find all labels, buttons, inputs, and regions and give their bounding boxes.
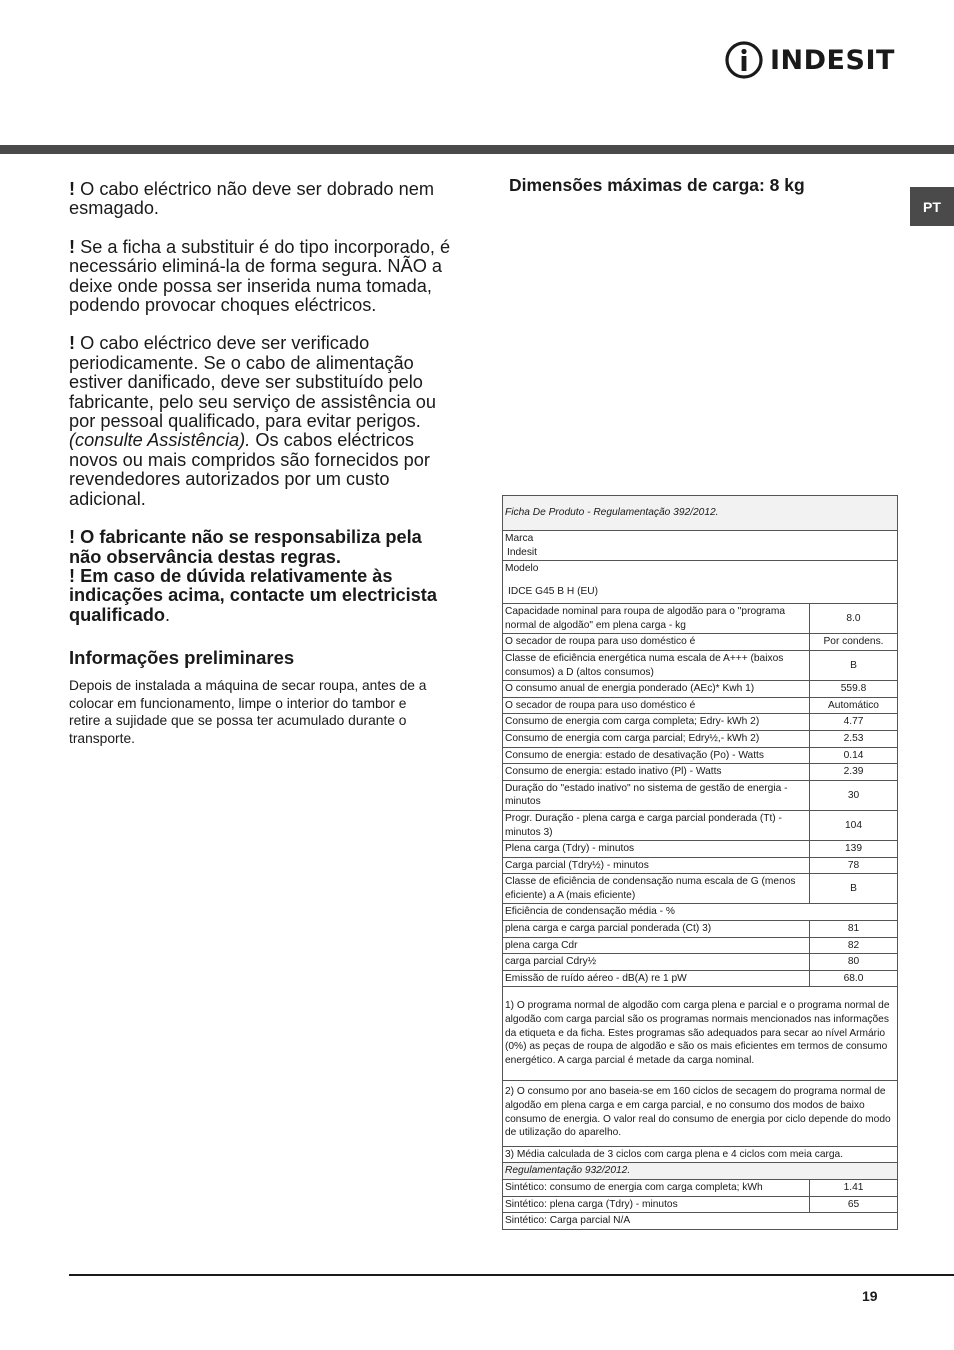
fiche-note-3: 3) Média calculada de 3 ciclos com carga plena e 4 ciclos com meia carga. [503, 1146, 898, 1163]
table-row: carga parcial Cdry½ 80 [503, 954, 898, 971]
table-row: plena carga Cdr 82 [503, 937, 898, 954]
assistance-reference: (consulte Assistência). [69, 430, 251, 451]
fiche-subheader: Regulamentação 932/2012. [503, 1163, 898, 1180]
table-row: Carga parcial (Tdry½) - minutos 78 [503, 857, 898, 874]
table-row: Emissão de ruído aéreo - dB(A) re 1 pW 68.0 [503, 970, 898, 987]
table-row: O secador de roupa para uso doméstico é Automático [503, 697, 898, 714]
section-text: Depois de instalada a máquina de secar roupa, antes de a colocar em funcionamento, limpe o interior do tambor e retire a sujidade que se possa ter acumulado durante o transporte. [69, 678, 427, 746]
table-row: Consumo de energia com carga completa; Edry- kWh 2) 4.77 [503, 714, 898, 731]
product-fiche-table [502, 495, 898, 1230]
table-row: O secador de roupa para uso doméstico é Por condens. [503, 634, 898, 651]
table-row: Plena carga (Tdry) - minutos 139 [503, 841, 898, 858]
fiche-brand-cell: Marca Indesit [503, 531, 898, 561]
table-row: Sintético: plena carga (Tdry) - minutos 65 [503, 1196, 898, 1213]
section-title: Informações preliminares [69, 647, 295, 669]
fiche-note-1: 1) O programa normal de algodão com carga plena e parcial e o programa normal de algodão com carga parcial são os programas normais mencionados nas informações da etiqueta e da ficha. Estes programas são adequados para secar ao nível Armário (0%) as peças de roupa de algodão e são os mais eficientes em termos de consumo energético. A carga parcial é metade da carga nominal. [503, 987, 898, 1081]
left-column [69, 180, 454, 748]
header-rule [0, 145, 954, 154]
table-row: Consumo de energia com carga parcial; Edry½,- kWh 2) 2.53 [503, 730, 898, 747]
table-row: Eficiência de condensação média - % [503, 904, 898, 921]
footer-rule [69, 1274, 954, 1276]
page-number: 19 [862, 1288, 878, 1304]
table-row: O consumo anual de energia ponderado (AEc)* Kwh 1) 559.8 [503, 681, 898, 698]
table-row: Classe de eficiência de condensação numa escala de G (menos eficiente) a A (mais eficiente) B [503, 874, 898, 904]
table-row: Duração do "estado inativo" no sistema de gestão de energia - minutos 30 [503, 780, 898, 810]
table-row: Classe de eficiência energética numa escala de A+++ (baixos consumos) a D (altos consumos) B [503, 650, 898, 680]
warning-2: ! Se a ficha a substituir é do tipo incorporado, é necessário eliminá-la de forma segura. NÃO a deixe onde possa ser inserida numa tomada, podendo provocar choques eléctricos. [69, 236, 451, 316]
table-row: Sintético: consumo de energia com carga completa; kWh 1.41 [503, 1179, 898, 1196]
table-row: Consumo de energia: estado inativo (Pl) - Watts 2.39 [503, 764, 898, 781]
table-row: Progr. Duração - plena carga e carga parcial ponderada (Tt) - minutos 3) 104 [503, 810, 898, 840]
fiche-header: Ficha De Produto - Regulamentação 392/2012. [503, 496, 898, 531]
bold-warning-1: ! O fabricante não se responsabiliza pela não observância destas regras. [69, 527, 422, 567]
warning-3: ! O cabo eléctrico deve ser verificado periodicamente. Se o cabo de alimentação estiver danificado, deve ser substituído pelo fabricante, pelo seu serviço de assistência ou por pessoal qualificado, para evitar perigos. (consulte Assistência). Os cabos eléctricos novos ou mais compridos são fornecidos por revendedores autorizados por um custo adicional. [69, 333, 436, 509]
fiche-model-cell: Modelo IDCE G45 B H (EU) [503, 561, 898, 604]
bold-warning-2: ! Em caso de dúvida relativamente às indicações acima, contacte um electricista qualificado. [69, 565, 437, 625]
brand-logo [724, 40, 895, 80]
table-row: plena carga e carga parcial ponderada (Ct) 3) 81 [503, 921, 898, 938]
load-dimensions-title: Dimensões máximas de carga: 8 kg [509, 175, 805, 195]
indesit-i-icon [724, 40, 764, 80]
fiche-note-2: 2) O consumo por ano baseia-se em 160 ciclos de secagem do programa normal de algodão em plena carga e em carga parcial, e no consumo dos modos de baixo consumo de energia. O valor real do consumo de energia por ciclo depende do modo de utilização do aparelho. [503, 1081, 898, 1146]
warning-1: ! O cabo eléctrico não deve ser dobrado nem esmagado. [69, 179, 434, 219]
table-row: Sintético: Carga parcial N/A [503, 1213, 898, 1230]
table-row: Consumo de energia: estado de desativação (Po) - Watts 0.14 [503, 747, 898, 764]
language-tab: PT [910, 187, 954, 226]
brand-name: INDESIT [770, 44, 895, 76]
table-row: Capacidade nominal para roupa de algodão para o "programa normal de algodão" em plena carga - kg 8.0 [503, 604, 898, 634]
